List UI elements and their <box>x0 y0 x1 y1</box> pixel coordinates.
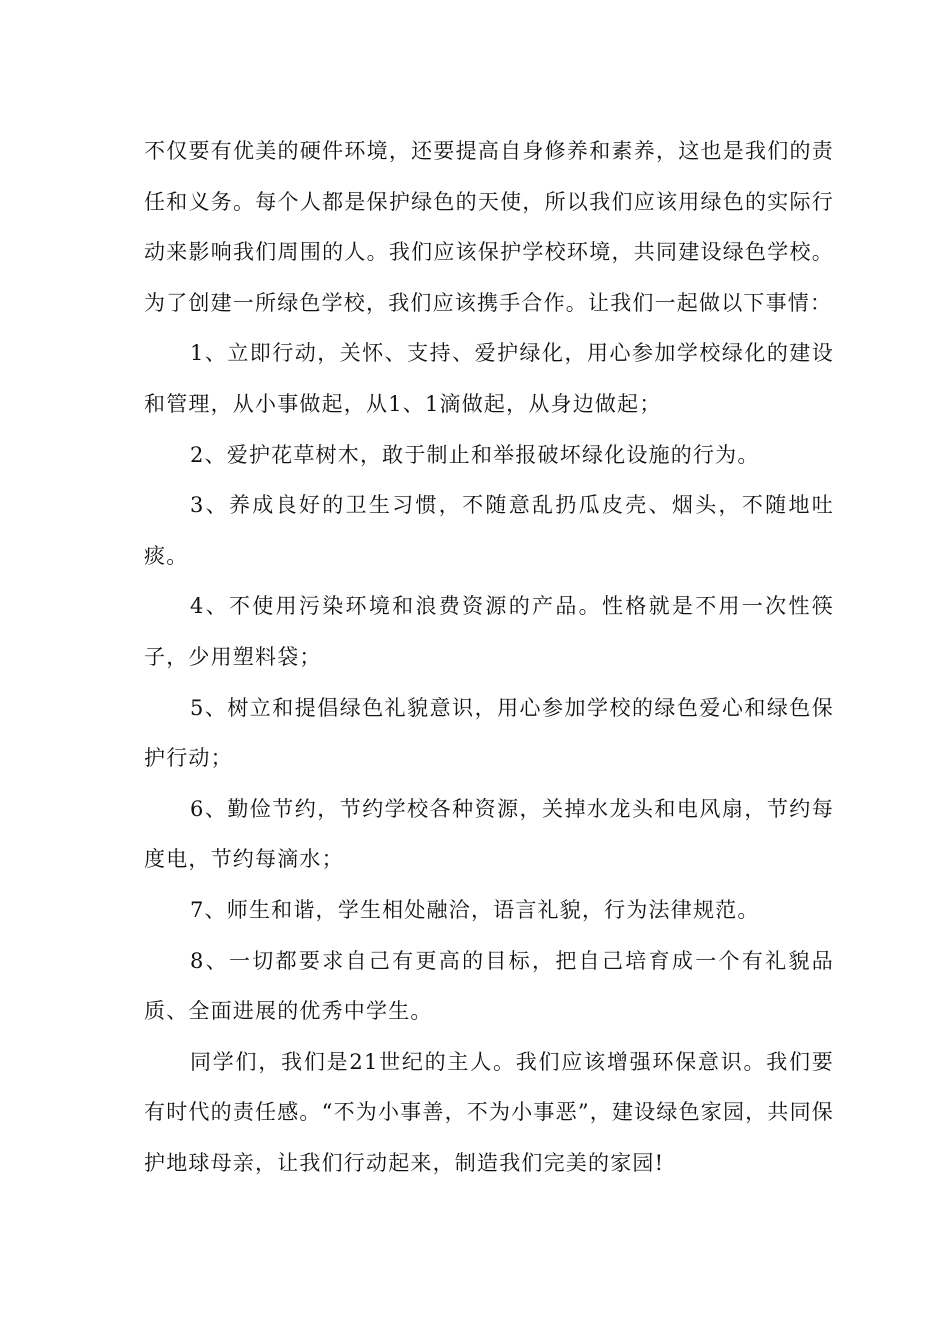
list-item-1: 1、立即行动，关怀、支持、爱护绿化，用心参加学校绿化的建设和管理，从小事做起，从1、1滴做起，从身边做起； <box>144 341 834 416</box>
intro-paragraph: 不仅要有优美的硬件环境，还要提高自身修养和素养，这也是我们的责任和义务。每个人都是保护绿色的天使，所以我们应该用绿色的实际行动来影响我们周围的人。我们应该保护学校环境，共同建设绿色学校。为了创建一所绿色学校，我们应该携手合作。让我们一起做以下事情： <box>144 139 834 315</box>
list-item-6: 6、勤俭节约，节约学校各种资源，关掉水龙头和电风扇，节约每度电，节约每滴水； <box>144 796 834 872</box>
list-item-3: 3、养成良好的卫生习惯，不随意乱扔瓜皮壳、烟头，不随地吐痰。 <box>144 493 834 568</box>
closing-paragraph: 同学们，我们是21世纪的主人。我们应该增强环保意识。我们要有时代的责任感。“不为小事善，不为小事恶”，建设绿色家园，共同保护地球母亲，让我们行动起来，制造我们完美的家园! <box>144 1049 834 1175</box>
list-item-5: 5、树立和提倡绿色礼貌意识，用心参加学校的绿色爱心和绿色保护行动； <box>144 695 834 771</box>
list-item-8: 8、一切都要求自己有更高的目标，把自己培育成一个有礼貌品质、全面进展的优秀中学生。 <box>144 948 834 1024</box>
document-body <box>144 126 834 1188</box>
list-item-2: 2、爱护花草树木，敢于制止和举报破坏绿化设施的行为。 <box>190 442 760 467</box>
list-item-7: 7、师生和谐，学生相处融洽，语言礼貌，行为法律规范。 <box>190 897 760 922</box>
list-item-4: 4、不使用污染环境和浪费资源的产品。性格就是不用一次性筷子，少用塑料袋； <box>144 594 834 669</box>
